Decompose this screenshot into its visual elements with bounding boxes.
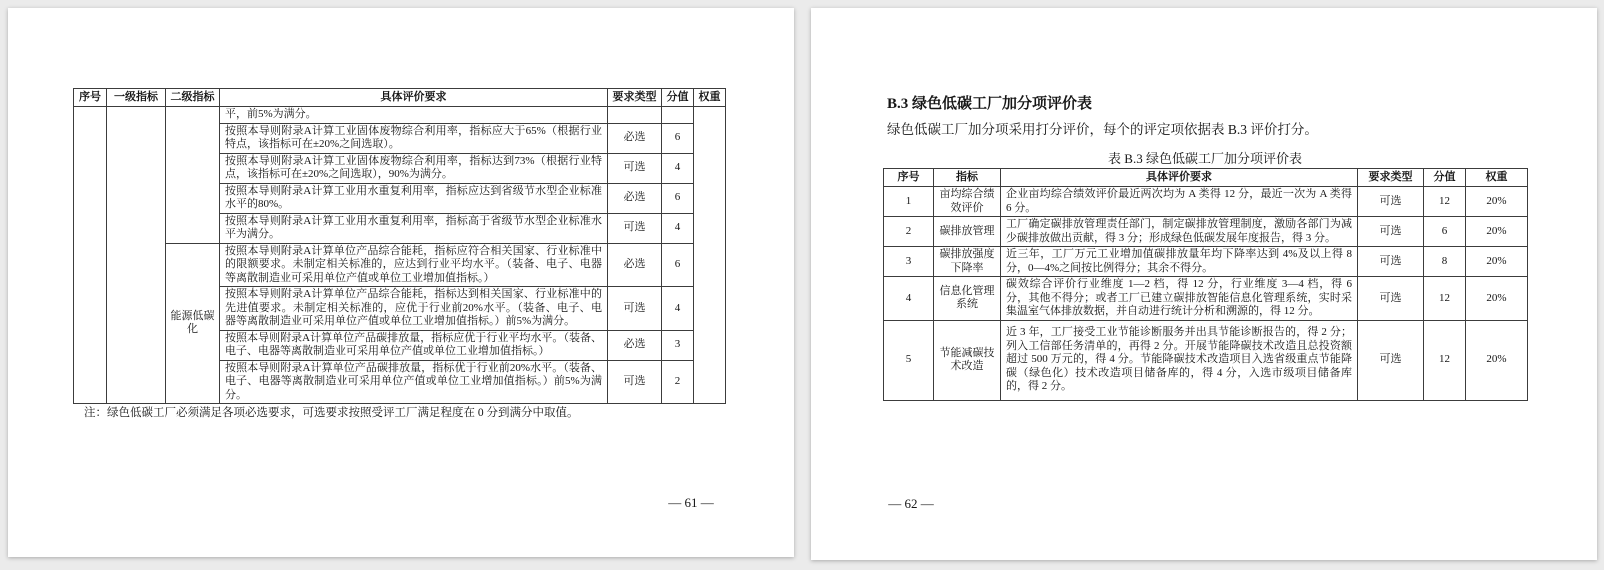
table-row bbox=[74, 107, 726, 124]
cell-type: 必选 bbox=[608, 330, 662, 360]
cell-indicator: 亩均综合绩效评价 bbox=[934, 187, 1001, 217]
section-paragraph: 绿色低碳工厂加分项采用打分评价，每个的评定项依据表 B.3 评价打分。 bbox=[887, 122, 1318, 137]
col-header-score: 分值 bbox=[662, 89, 694, 107]
col-header-secondary-indicator: 二级指标 bbox=[166, 89, 220, 107]
page61-indicator-evaluation-table bbox=[73, 88, 726, 404]
cell-secondary-indicator-empty bbox=[166, 107, 220, 244]
col-header-type: 要求类型 bbox=[1358, 169, 1424, 187]
cell-type: 可选 bbox=[608, 360, 662, 404]
cell-type: 可选 bbox=[1358, 187, 1424, 217]
page-62 bbox=[811, 8, 1597, 560]
col-header-primary-indicator: 一级指标 bbox=[107, 89, 166, 107]
cell-score: 12 bbox=[1424, 187, 1466, 217]
col-header-weight: 权重 bbox=[694, 89, 726, 107]
cell-requirement: 平，前5%为满分。 bbox=[220, 107, 608, 124]
cell-type: 可选 bbox=[1358, 247, 1424, 277]
cell-seq: 5 bbox=[884, 320, 934, 400]
col-header-requirement: 具体评价要求 bbox=[1001, 169, 1358, 187]
table-header-row bbox=[884, 169, 1528, 187]
cell-score: 12 bbox=[1424, 277, 1466, 321]
page-number-62: — 62 — bbox=[888, 496, 934, 511]
cell-weight: 20% bbox=[1466, 187, 1528, 217]
cell-score bbox=[662, 107, 694, 124]
cell-type: 可选 bbox=[1358, 217, 1424, 247]
cell-type bbox=[608, 107, 662, 124]
cell-requirement: 按照本导则附录A计算单位产品碳排放量，指标应优于行业平均水平。（装备、电子、电器等离散制造业可采用单位产值或单位工业增加值指标。） bbox=[220, 330, 608, 360]
cell-seq: 4 bbox=[884, 277, 934, 321]
cell-score: 4 bbox=[662, 287, 694, 331]
table-row bbox=[884, 217, 1528, 247]
cell-type: 必选 bbox=[608, 123, 662, 153]
cell-requirement: 碳效综合评价行业维度 1—2 档，得 12 分，行业维度 3—4 档，得 6 分，其他不得分；或者工厂已建立碳排放智能信息化管理系统，实时采集温室气体排放数据，并自动进行统计分析和溯源的，得 12 分。 bbox=[1001, 277, 1358, 321]
col-header-seq: 序号 bbox=[74, 89, 107, 107]
cell-requirement: 按照本导则附录A计算工业用水重复利用率，指标应达到省级节水型企业标准水平的80%。 bbox=[220, 183, 608, 213]
col-header-indicator: 指标 bbox=[934, 169, 1001, 187]
page-number-61: — 61 — bbox=[668, 495, 714, 510]
cell-seq: 1 bbox=[884, 187, 934, 217]
cell-score: 3 bbox=[662, 330, 694, 360]
cell-weight: 20% bbox=[1466, 217, 1528, 247]
cell-requirement: 按照本导则附录A计算工业固体废物综合利用率，指标应大于65%（根据行业特点，该指标可在±20%之间选取）。 bbox=[220, 123, 608, 153]
cell-indicator: 信息化管理系统 bbox=[934, 277, 1001, 321]
cell-weight: 20% bbox=[1466, 277, 1528, 321]
cell-score: 8 bbox=[1424, 247, 1466, 277]
cell-weight: 20% bbox=[1466, 320, 1528, 400]
cell-type: 可选 bbox=[1358, 277, 1424, 321]
table-row bbox=[884, 277, 1528, 321]
cell-seq-empty bbox=[74, 107, 107, 404]
cell-primary-indicator-empty bbox=[107, 107, 166, 404]
cell-requirement: 按照本导则附录A计算工业固体废物综合利用率，指标达到73%（根据行业特点，该指标可在±20%之间选取），90%为满分。 bbox=[220, 153, 608, 183]
cell-indicator: 碳排放强度下降率 bbox=[934, 247, 1001, 277]
table-row bbox=[884, 320, 1528, 400]
col-header-type: 要求类型 bbox=[608, 89, 662, 107]
cell-seq: 3 bbox=[884, 247, 934, 277]
cell-requirement: 按照本导则附录A计算工业用水重复利用率，指标高于省级节水型企业标准水平为满分。 bbox=[220, 213, 608, 243]
cell-type: 必选 bbox=[608, 183, 662, 213]
col-header-weight: 权重 bbox=[1466, 169, 1528, 187]
cell-type: 必选 bbox=[608, 243, 662, 287]
table-note: 注：绿色低碳工厂必须满足各项必选要求，可选要求按照受评工厂满足程度在 0 分到满分中取值。 bbox=[84, 407, 579, 419]
cell-requirement: 近三年，工厂万元工业增加值碳排放量年均下降率达到 4%及以上得 8 分，0—4%之间按比例得分；其余不得分。 bbox=[1001, 247, 1358, 277]
col-header-score: 分值 bbox=[1424, 169, 1466, 187]
cell-requirement: 按照本导则附录A计算单位产品综合能耗，指标应符合相关国家、行业标准中的限额要求。未制定相关标准的，应达到行业平均水平。（装备、电子、电器等离散制造业可采用单位产值或单位工业增加值指标。） bbox=[220, 243, 608, 287]
cell-type: 可选 bbox=[608, 287, 662, 331]
page62-bonus-evaluation-table bbox=[883, 168, 1528, 401]
page-61 bbox=[8, 8, 794, 557]
cell-seq: 2 bbox=[884, 217, 934, 247]
cell-requirement: 按照本导则附录A计算单位产品综合能耗，指标达到相关国家、行业标准中的先进值要求。未制定相关标准的，应优于行业前20%水平。（装备、电子、电器等离散制造业可采用单位产值或单位工业增加值指标。）前5%为满分。 bbox=[220, 287, 608, 331]
table-row bbox=[884, 247, 1528, 277]
cell-requirement: 企业亩均综合绩效评价最近两次均为 A 类得 12 分，最近一次为 A 类得 6 分。 bbox=[1001, 187, 1358, 217]
col-header-seq: 序号 bbox=[884, 169, 934, 187]
cell-score: 4 bbox=[662, 153, 694, 183]
cell-weight: 20% bbox=[1466, 247, 1528, 277]
cell-type: 可选 bbox=[608, 153, 662, 183]
cell-secondary-indicator-energy: 能源低碳化 bbox=[166, 243, 220, 404]
table-row bbox=[884, 187, 1528, 217]
section-heading-b3: B.3 绿色低碳工厂加分项评价表 bbox=[887, 96, 1093, 112]
cell-type: 可选 bbox=[608, 213, 662, 243]
cell-score: 6 bbox=[662, 183, 694, 213]
col-header-requirement: 具体评价要求 bbox=[220, 89, 608, 107]
cell-indicator: 碳排放管理 bbox=[934, 217, 1001, 247]
cell-score: 2 bbox=[662, 360, 694, 404]
cell-requirement: 近 3 年，工厂接受工业节能诊断服务并出具节能诊断报告的，得 2 分；列入工信部任务清单的，再得 2 分。开展节能降碳技术改造且总投资额超过 500 万元的，得 4 分。节能降碳技术改造项目入选省级重点节能降碳（绿色化）技术改造项目储备库的，得 4 分，入选市级项目储备库的，得 2 分。 bbox=[1001, 320, 1358, 400]
cell-score: 6 bbox=[662, 123, 694, 153]
cell-requirement: 工厂确定碳排放管理责任部门，制定碳排放管理制度，激励各部门为减少碳排放做出贡献，得 3 分；形成绿色低碳发展年度报告，得 3 分。 bbox=[1001, 217, 1358, 247]
cell-score: 6 bbox=[662, 243, 694, 287]
cell-weight-empty bbox=[694, 107, 726, 404]
table-row bbox=[74, 243, 726, 287]
cell-indicator: 节能减碳技术改造 bbox=[934, 320, 1001, 400]
table-caption-b3: 表 B.3 绿色低碳工厂加分项评价表 bbox=[1108, 151, 1302, 166]
table-header-row bbox=[74, 89, 726, 107]
cell-score: 6 bbox=[1424, 217, 1466, 247]
cell-requirement: 按照本导则附录A计算单位产品碳排放量，指标优于行业前20%水平。（装备、电子、电器等离散制造业可采用单位产值或单位工业增加值指标。）前5%为满分。 bbox=[220, 360, 608, 404]
cell-score: 12 bbox=[1424, 320, 1466, 400]
cell-score: 4 bbox=[662, 213, 694, 243]
cell-type: 可选 bbox=[1358, 320, 1424, 400]
